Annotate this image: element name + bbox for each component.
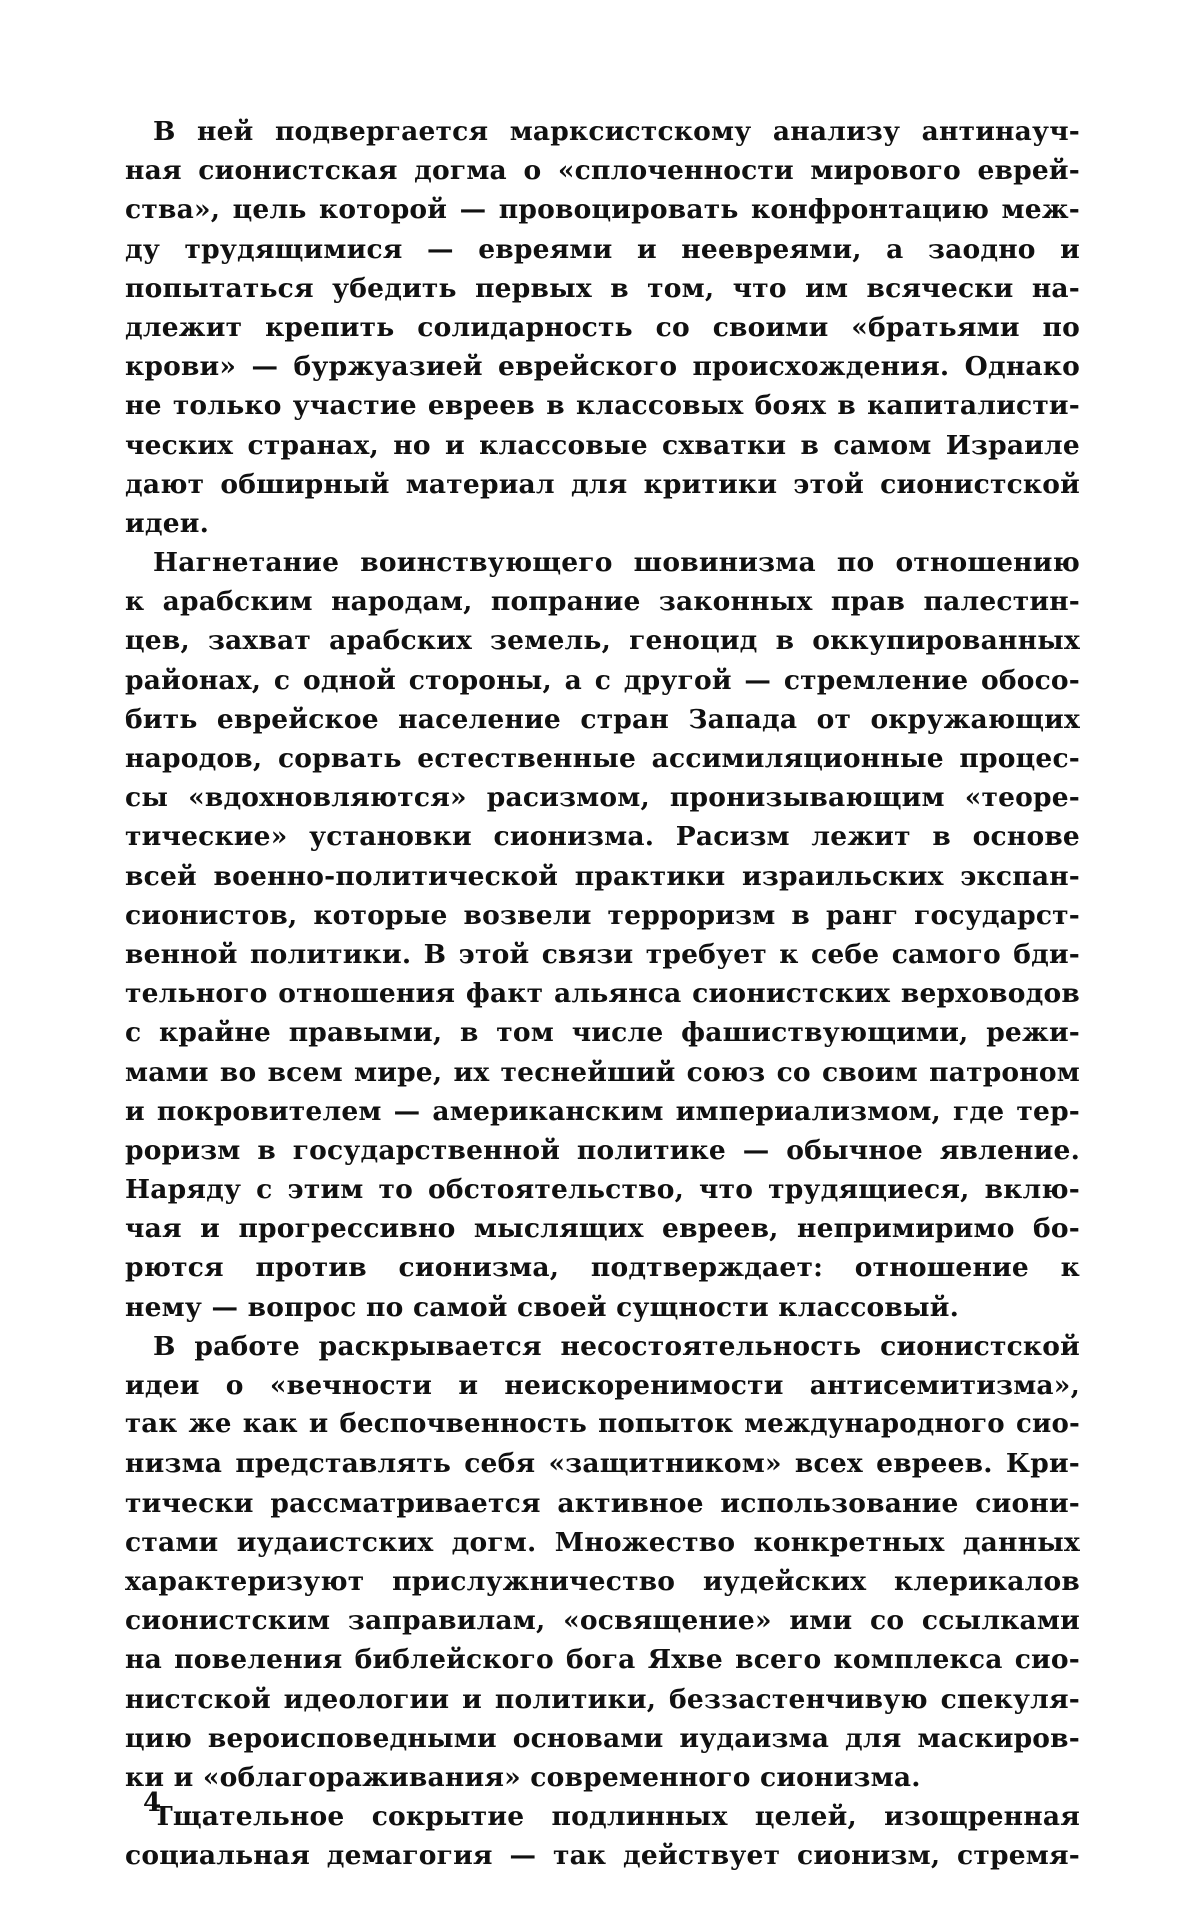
text-line: крови» — буржуазией еврейского происхождения. Однако	[125, 351, 1080, 383]
text-line: попытаться убедить первых в том, что им всячески на-	[125, 272, 1080, 304]
text-line: не только участие евреев в классовых боях в капиталисти-	[125, 390, 1080, 422]
text-line: Наряду с этим то обстоятельство, что трудящиеся, вклю-	[125, 1174, 1080, 1206]
text-line: с крайне правыми, в том числе фашиствующими, режи-	[125, 1017, 1080, 1049]
text-line: В ней подвергается марксистскому анализу антинауч-	[153, 116, 1080, 147]
text-line: характеризуют прислужничество иудейских клерикалов	[125, 1565, 1080, 1597]
text-line: венной политики. В этой связи требует к себе самого бди-	[125, 938, 1080, 970]
text-line: сы «вдохновляются» расизмом, пронизывающим «теоре-	[125, 782, 1080, 814]
text-line: на повеления библейского бога Яхве всего комплекса сио-	[125, 1644, 1080, 1676]
text-line: и покровителем — американским империализмом, где тер-	[125, 1095, 1080, 1127]
text-line: Нагнетание воинствующего шовинизма по отношению	[153, 547, 1080, 579]
text-line: ческих странах, но и классовые схватки в самом Израиле	[125, 429, 1080, 461]
text-line: стами иудаистских догм. Множество конкретных данных	[125, 1526, 1080, 1558]
text-line: чая и прогрессивно мыслящих евреев, непримиримо бо-	[125, 1213, 1080, 1245]
page-number: 4	[143, 1788, 162, 1818]
text-line: бить еврейское население стран Запада от окружающих	[125, 703, 1080, 735]
text-line: ная сионистская догма о «сплоченности мирового еврей-	[125, 155, 1080, 187]
text-line: цев, захват арабских земель, геноцид в оккупированных	[125, 625, 1080, 657]
text-line: народов, сорвать естественные ассимиляционные процес-	[125, 743, 1080, 774]
body-text	[125, 112, 1080, 1875]
text-line: низма представлять себя «защитником» всех евреев. Кри-	[125, 1448, 1080, 1480]
text-line: тические» установки сионизма. Расизм лежит в основе	[125, 821, 1080, 853]
text-line: нистской идеологии и политики, беззастенчивую спекуля-	[125, 1683, 1080, 1715]
text-line: ства», цель которой — провоцировать конфронтацию меж-	[125, 194, 1080, 226]
text-line: социальная демагогия — так действует сионизм, стремя-	[125, 1840, 1080, 1872]
text-line: ки и «облагораживания» современного сионизма.	[125, 1761, 921, 1793]
text-line: тически рассматривается активное использование сиони-	[125, 1487, 1080, 1519]
text-line: роризм в государственной политике — обычное явление.	[125, 1134, 1080, 1166]
text-line: цию вероисповедными основами иудаизма для маскиров-	[125, 1722, 1080, 1754]
text-line: так же как и беспочвенность попыток международного сио-	[125, 1409, 1080, 1440]
text-line: сионистов, которые возвели терроризм в ранг государст-	[125, 899, 1080, 931]
text-line: к арабским народам, попрание законных прав палестин-	[125, 586, 1080, 618]
text-line: ду трудящимися — евреями и неевреями, а заодно и	[125, 233, 1080, 265]
text-line: дают обширный материал для критики этой сионистской	[125, 468, 1080, 500]
text-line: тельного отношения факт альянса сионистских верховодов	[125, 978, 1080, 1010]
text-line: всей военно-политической практики израильских экспан-	[125, 860, 1080, 892]
text-line: длежит крепить солидарность со своими «братьями по	[125, 311, 1080, 343]
text-line: районах, с одной стороны, а с другой — стремление обосо-	[125, 664, 1080, 696]
text-line: В работе раскрывается несостоятельность сионистской	[153, 1330, 1080, 1362]
text-line: рются против сионизма, подтверждает: отношение к	[125, 1252, 1080, 1284]
text-line: идеи.	[125, 507, 210, 539]
text-line: идеи о «вечности и неискоренимости антисемитизма»,	[125, 1370, 1080, 1401]
text-line: сионистским заправилам, «освящение» ими со ссылками	[125, 1605, 1080, 1637]
text-line: мами во всем мире, их теснейший союз со своим патроном	[125, 1056, 1080, 1088]
text-line: нему — вопрос по самой своей сущности классовый.	[125, 1291, 960, 1323]
text-line: Тщательное сокрытие подлинных целей, изощренная	[153, 1801, 1080, 1833]
